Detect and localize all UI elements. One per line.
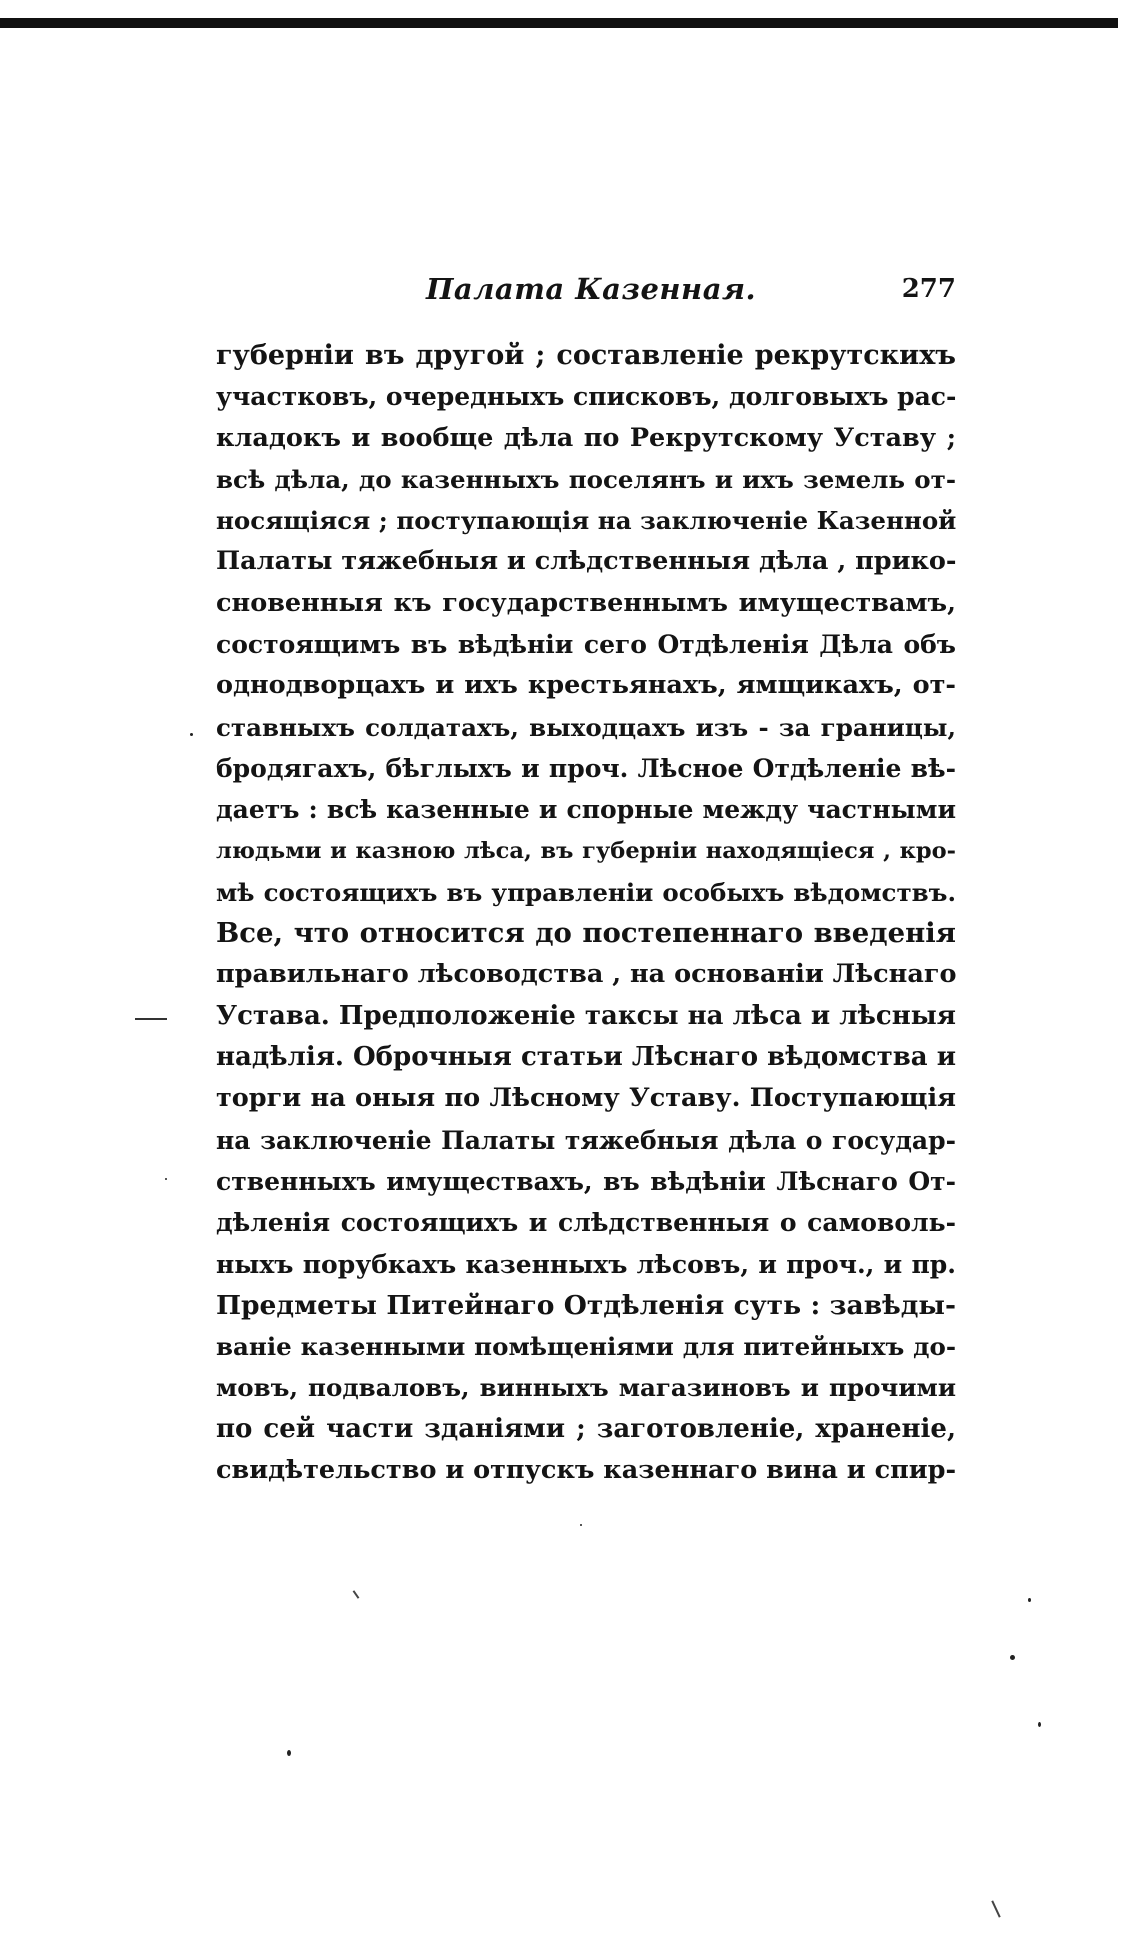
text-line: Устава. Предположеніе таксы на лѣса и лѣсныя xyxy=(216,1000,956,1031)
text-line: свидѣтельство и отпускъ казеннаго вина и спир- xyxy=(216,1455,957,1486)
margin-speck xyxy=(353,1590,360,1599)
text-line: надѣлія. Оброчныя статьи Лѣснаго вѣдомства и xyxy=(216,1042,956,1073)
text-line: бродягахъ, бѣглыхъ и проч. Лѣсное Отдѣленіе вѣ- xyxy=(216,753,956,783)
margin-speck xyxy=(580,1524,582,1526)
margin-speck xyxy=(287,1750,291,1756)
top-rule xyxy=(0,18,1118,28)
running-head xyxy=(216,270,956,310)
margin-speck xyxy=(165,1178,167,1180)
text-line: кладокъ и вообще дѣла по Рекрутскому Уставу ; xyxy=(216,422,956,453)
text-line: Предметы Питейнаго Отдѣленія суть : завѣды- xyxy=(216,1289,956,1321)
text-line: даетъ : всѣ казенные и спорные между частными xyxy=(216,795,956,825)
margin-speck xyxy=(991,1900,1000,1917)
margin-speck xyxy=(190,733,193,736)
text-line: однодворцахъ и ихъ крестьянахъ, ямщикахъ, от- xyxy=(216,670,956,701)
text-line: носящіяся ; поступающія на заключеніе Казенной xyxy=(216,506,957,536)
margin-speck xyxy=(1010,1655,1015,1660)
text-line: дѣленія состоящихъ и слѣдственныя о самоволь- xyxy=(216,1208,956,1238)
text-line: мѣ состоящихъ въ управленіи особыхъ вѣдомствъ. xyxy=(216,877,956,907)
text-line: на заключеніе Палаты тяжебныя дѣла о государ- xyxy=(216,1125,956,1155)
text-line: ственныхъ имуществахъ, въ вѣдѣніи Лѣснаго От- xyxy=(216,1166,956,1196)
text-line: людьми и казною лѣса, въ губерніи находящіеся , кро- xyxy=(216,837,956,864)
body-text xyxy=(216,335,956,1491)
text-line: губерніи въ другой ; составленіе рекрутскихъ xyxy=(216,340,956,371)
running-title: Палата Казенная. xyxy=(426,272,757,306)
text-line: ставныхъ солдатахъ, выходцахъ изъ - за границы, xyxy=(216,712,956,742)
text-line: участковъ, очередныхъ списковъ, долговыхъ рас- xyxy=(216,382,957,412)
text-line: ныхъ порубкахъ казенныхъ лѣсовъ, и проч., и пр. xyxy=(216,1249,956,1279)
margin-speck xyxy=(1038,1722,1041,1727)
page-number: 277 xyxy=(901,274,956,304)
text-line: мовъ, подваловъ, винныхъ магазиновъ и прочими xyxy=(216,1373,956,1403)
text-line: сновенныя къ государственнымъ имуществамъ, xyxy=(216,587,956,618)
text-line: Все, что относится до постепеннаго введенія xyxy=(216,917,956,950)
text-line: правильнаго лѣсоводства , на основаніи Лѣснаго xyxy=(216,959,957,990)
margin-speck xyxy=(1028,1598,1031,1602)
text-line: по сей части зданіями ; заготовленіе, храненіе, xyxy=(216,1413,956,1444)
text-line: всѣ дѣла, до казенныхъ поселянъ и ихъ земель от- xyxy=(216,464,956,494)
text-line: состоящимъ въ вѣдѣніи сего Отдѣленія Дѣла объ xyxy=(216,630,956,660)
margin-mark xyxy=(135,1018,167,1020)
text-line: торги на оныя по Лѣсному Уставу. Поступающія xyxy=(216,1083,956,1114)
text-line: ваніе казенными помѣщеніями для питейныхъ до- xyxy=(216,1332,956,1362)
text-line: Палаты тяжебныя и слѣдственныя дѣла , прико- xyxy=(216,546,957,577)
